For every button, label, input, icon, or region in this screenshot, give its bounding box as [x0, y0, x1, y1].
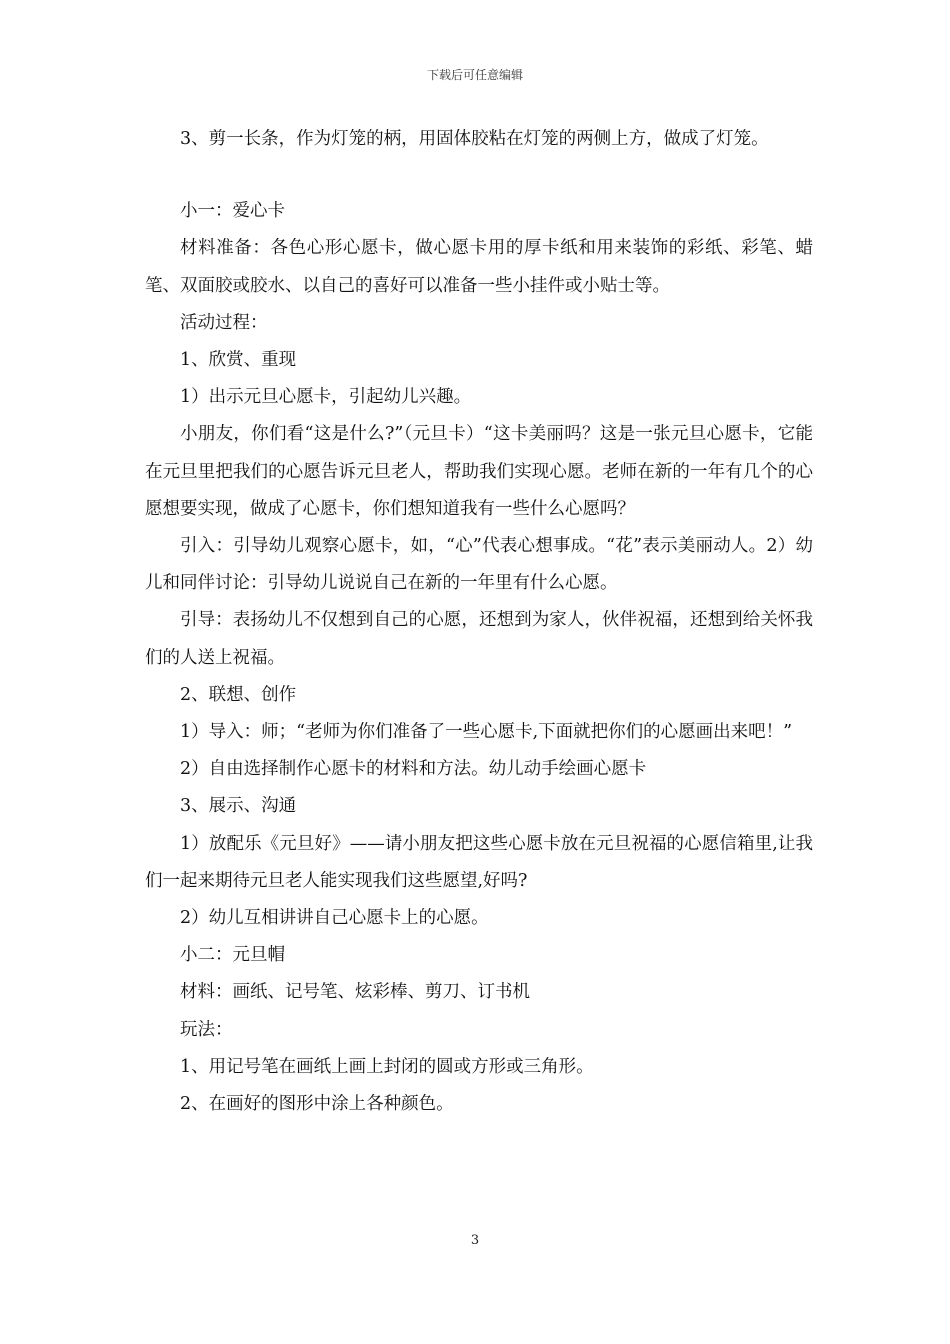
paragraph: 1、欣赏、重现	[180, 350, 297, 371]
paragraph: 2）自由选择制作心愿卡的材料和方法。幼儿动手绘画心愿卡	[180, 759, 647, 780]
paragraph: 材料准备：各色心形心愿卡，做心愿卡用的厚卡纸和用来装饰的彩纸、彩笔、蜡笔、双面胶或胶水、以自己的喜好可以准备一些小挂件或小贴士等。	[145, 238, 813, 296]
section-heading: 小一：爱心卡	[180, 201, 285, 222]
paragraph: 引导：表扬幼儿不仅想到自己的心愿，还想到为家人，伙伴祝福，还想到给关怀我们的人送上祝福。	[145, 610, 813, 668]
paragraph: 3、展示、沟通	[180, 796, 297, 817]
document-body	[145, 121, 813, 1123]
page-number: 3	[470, 1233, 480, 1248]
paragraph: 2）幼儿互相讲讲自己心愿卡上的心愿。	[180, 908, 489, 929]
paragraph: 2、在画好的图形中涂上各种颜色。	[180, 1094, 454, 1115]
paragraph: 小朋友，你们看“这是什么?”（元旦卡）“这卡美丽吗？这是一张元旦心愿卡，它能在元旦里把我们的心愿告诉元旦老人，帮助我们实现心愿。老师在新的一年有几个的心愿想要实现，做成了心愿卡，你们想知道我有一些什么心愿吗？	[145, 424, 813, 519]
paragraph: 1、用记号笔在画纸上画上封闭的圆或方形或三角形。	[180, 1056, 594, 1077]
paragraph: 1）放配乐《元旦好》——请小朋友把这些心愿卡放在元旦祝福的心愿信箱里,让我们一起来期待元旦老人能实现我们这些愿望,好吗?	[145, 833, 813, 891]
paragraph: 玩法：	[180, 1019, 233, 1040]
header-note: 下载后可任意编辑	[426, 68, 523, 82]
paragraph: 3、剪一长条，作为灯笼的柄，用固体胶粘在灯笼的两侧上方，做成了灯笼。	[180, 129, 769, 149]
paragraph: 2、联想、创作	[180, 684, 297, 705]
paragraph: 活动过程：	[180, 312, 268, 333]
paragraph: 1）出示元旦心愿卡，引起幼儿兴趣。	[180, 387, 472, 408]
paragraph: 引入：引导幼儿观察心愿卡，如，“心”代表心想事成。“花”表示美丽动人。2）幼儿和同伴讨论：引导幼儿说说自己在新的一年里有什么心愿。	[145, 536, 813, 594]
paragraph: 材料：画纸、记号笔、炫彩棒、剪刀、订书机	[180, 982, 530, 1003]
section-heading: 小二：元旦帽	[180, 945, 285, 966]
paragraph-gap	[145, 158, 813, 193]
paragraph: 1）导入：师；“老师为你们准备了一些心愿卡,下面就把你们的心愿画出来吧！”	[180, 722, 793, 743]
